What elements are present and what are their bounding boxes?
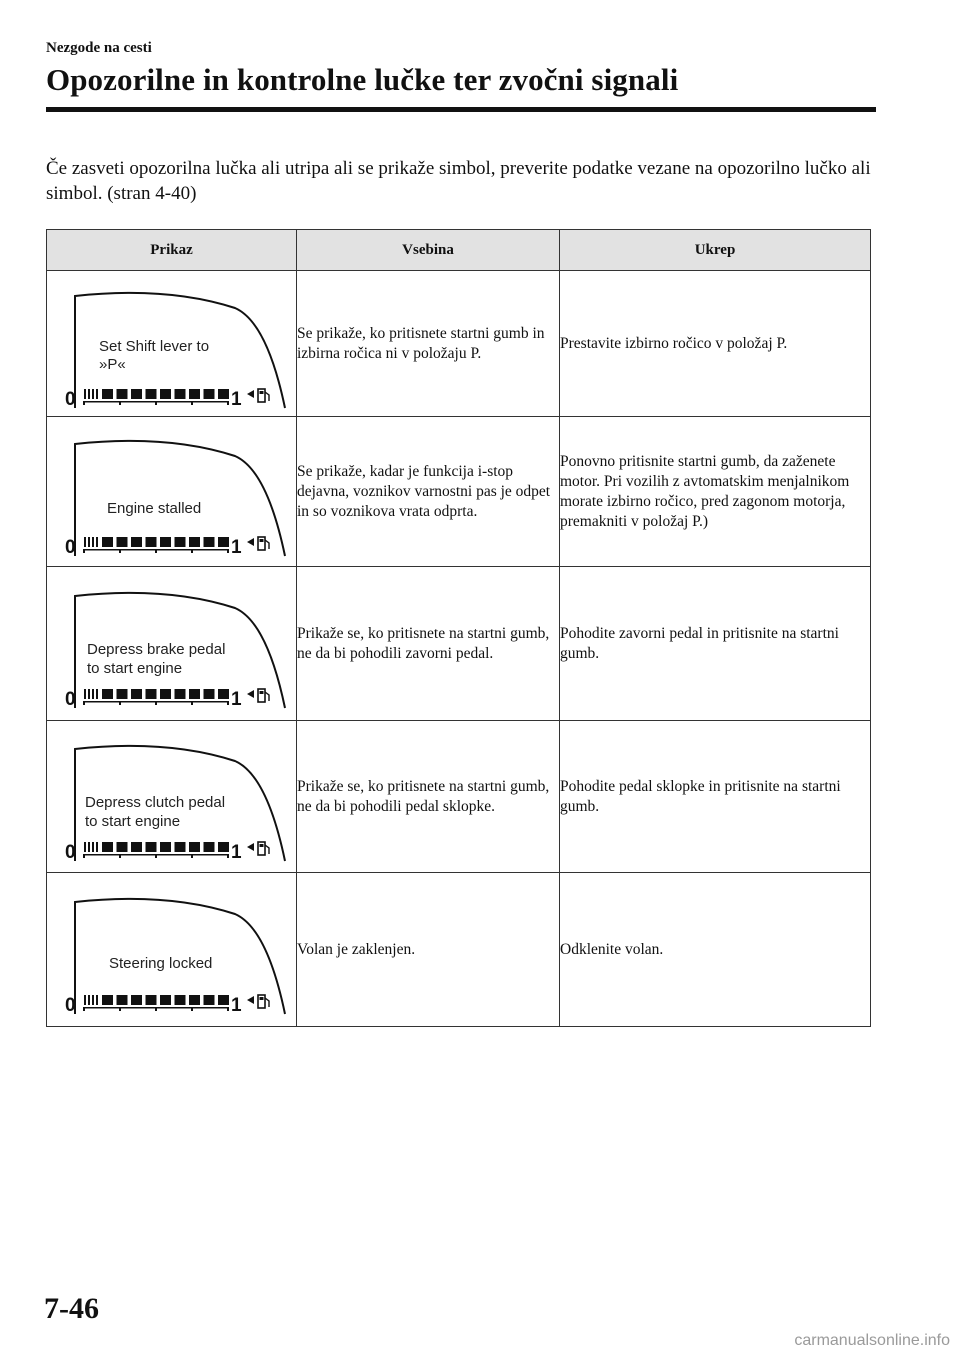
gauge-segment	[92, 995, 94, 1005]
gauge-segment	[84, 689, 86, 699]
display-message-line-1: Engine stalled	[107, 499, 202, 517]
action-cell: Odklenite volan.	[560, 873, 871, 1027]
gauge-tick	[119, 401, 121, 405]
gauge-segment	[175, 842, 186, 852]
display-message-line-1: Set Shift lever to	[99, 337, 210, 355]
gauge-segment	[117, 842, 128, 852]
display-message-line-1: Steering locked	[109, 954, 213, 972]
gauge-segment	[88, 689, 90, 699]
gauge-segment	[92, 689, 94, 699]
fuel-gauge-segments	[83, 842, 229, 858]
dashboard-display-illustration	[47, 574, 297, 714]
gauge-segment	[160, 995, 171, 1005]
display-message-line-2: to start engine	[85, 812, 181, 830]
gauge-segment	[204, 689, 215, 699]
display-message-line-1: Depress brake pedal	[87, 640, 226, 658]
gauge-segment	[92, 842, 94, 852]
gauge-max-digit: 1	[231, 841, 242, 863]
gauge-segment	[175, 537, 186, 547]
table-row	[47, 271, 871, 417]
gauge-tick	[119, 1007, 121, 1011]
gauge-segment	[160, 842, 171, 852]
dashboard-display-illustration	[47, 880, 297, 1020]
dashboard-display-illustration	[47, 727, 297, 867]
gauge-segment	[146, 842, 157, 852]
table-row	[47, 567, 871, 721]
fuel-pump-icon	[247, 537, 269, 550]
gauge-segment	[131, 537, 142, 547]
gauge-segment	[84, 995, 86, 1005]
gauge-tick	[227, 549, 229, 553]
gauge-segment	[92, 389, 94, 399]
fuel-pump-icon	[247, 995, 269, 1008]
intro-paragraph: Če zasveti opozorilna lučka ali utripa ali se prikaže simbol, preverite podatke vezane na opozorilno lučko ali simbol. (stran 4-40)	[46, 158, 871, 204]
gauge-tick	[227, 401, 229, 405]
gauge-segment	[160, 537, 171, 547]
gauge-segment	[146, 689, 157, 699]
column-header-action: Ukrep	[560, 230, 871, 271]
gauge-segment	[218, 842, 229, 852]
gauge-tick	[119, 854, 121, 858]
gauge-tick	[191, 549, 193, 553]
content-cell: Prikaže se, ko pritisnete na startni gumb, ne da bi pohodili pedal sklopke.	[297, 721, 560, 873]
gauge-tick	[191, 854, 193, 858]
gauge-tick	[227, 1007, 229, 1011]
display-cell	[47, 567, 297, 721]
column-header-display: Prikaz	[47, 230, 297, 271]
gauge-segment	[218, 389, 229, 399]
message-table	[46, 229, 871, 1027]
gauge-segment	[189, 389, 200, 399]
gauge-segment	[146, 389, 157, 399]
content-cell: Prikaže se, ko pritisnete na startni gumb, ne da bi pohodili zavorni pedal.	[297, 567, 560, 721]
gauge-segment	[175, 389, 186, 399]
gauge-tick	[191, 701, 193, 705]
page-title: Opozorilne in kontrolne lučke ter zvočni signali	[46, 62, 679, 97]
gauge-tick	[191, 401, 193, 405]
gauge-segment	[102, 842, 113, 852]
gauge-segment	[160, 689, 171, 699]
content-cell: Se prikaže, kadar je funkcija i-stop dejavna, voznikov varnostni pas je odpet in so voznikova vrata odprta.	[297, 417, 560, 567]
gauge-segment	[102, 389, 113, 399]
gauge-segment	[117, 537, 128, 547]
fuel-gauge-segments	[83, 995, 229, 1011]
action-cell: Ponovno pritisnite startni gumb, da zaženete motor. Pri vozilih z avtomatskim menjalnikom morate izbirno ročico, pred zagonom motorja, premakniti v položaj P.)	[560, 417, 871, 567]
gauge-segment	[117, 689, 128, 699]
gauge-segment	[117, 995, 128, 1005]
site-watermark: carmanualsonline.info	[794, 1332, 950, 1349]
gauge-segment	[117, 389, 128, 399]
display-message-line-2: »P«	[99, 355, 126, 373]
table-row	[47, 417, 871, 567]
gauge-segment	[102, 537, 113, 547]
content-cell: Se prikaže, ko pritisnete startni gumb in izbirna ročica ni v položaju P.	[297, 271, 560, 417]
gauge-segment	[88, 995, 90, 1005]
gauge-segment	[218, 995, 229, 1005]
action-cell: Pohodite zavorni pedal in pritisnite na startni gumb.	[560, 567, 871, 721]
gauge-segment	[204, 389, 215, 399]
gauge-tick	[119, 701, 121, 705]
gauge-segment	[88, 389, 90, 399]
gauge-segment	[88, 842, 90, 852]
gauge-tick	[155, 701, 157, 705]
gauge-min-digit: 0	[65, 841, 76, 863]
gauge-min-digit: 0	[65, 536, 76, 558]
display-cell	[47, 417, 297, 567]
title-divider	[46, 107, 876, 112]
gauge-segment	[96, 995, 98, 1005]
page-number: 7-46	[44, 1292, 99, 1325]
gauge-tick	[83, 549, 85, 553]
gauge-tick	[83, 701, 85, 705]
section-label: Nezgode na cesti	[46, 40, 152, 56]
gauge-segment	[131, 995, 142, 1005]
gauge-min-digit: 0	[65, 994, 76, 1016]
dashboard-display-illustration	[47, 422, 297, 562]
gauge-segment	[218, 689, 229, 699]
gauge-tick	[227, 701, 229, 705]
fuel-pump-icon	[247, 689, 269, 702]
table-row	[47, 721, 871, 873]
fuel-gauge-segments	[83, 389, 229, 405]
gauge-segment	[189, 995, 200, 1005]
gauge-max-digit: 1	[231, 994, 242, 1016]
gauge-segment	[131, 389, 142, 399]
gauge-tick	[155, 854, 157, 858]
fuel-pump-icon	[247, 389, 269, 402]
gauge-min-digit: 0	[65, 688, 76, 710]
gauge-segment	[92, 537, 94, 547]
table-header-row	[47, 230, 871, 271]
display-message-line-1: Depress clutch pedal	[85, 793, 226, 811]
gauge-tick	[155, 401, 157, 405]
gauge-segment	[96, 689, 98, 699]
gauge-tick	[155, 549, 157, 553]
gauge-tick	[155, 1007, 157, 1011]
gauge-segment	[84, 842, 86, 852]
display-cell	[47, 721, 297, 873]
gauge-tick	[83, 1007, 85, 1011]
gauge-segment	[146, 537, 157, 547]
gauge-segment	[84, 389, 86, 399]
gauge-segment	[189, 537, 200, 547]
gauge-segment	[189, 842, 200, 852]
gauge-segment	[175, 689, 186, 699]
table-row	[47, 873, 871, 1027]
action-cell: Prestavite izbirno ročico v položaj P.	[560, 271, 871, 417]
gauge-segment	[131, 842, 142, 852]
gauge-tick	[119, 549, 121, 553]
dashboard-display-illustration	[47, 274, 297, 414]
action-cell: Pohodite pedal sklopke in pritisnite na startni gumb.	[560, 721, 871, 873]
fuel-gauge-segments	[83, 689, 229, 705]
gauge-max-digit: 1	[231, 536, 242, 558]
gauge-min-digit: 0	[65, 388, 76, 410]
gauge-tick	[191, 1007, 193, 1011]
gauge-segment	[96, 537, 98, 547]
display-cell	[47, 271, 297, 417]
gauge-tick	[227, 854, 229, 858]
gauge-segment	[204, 995, 215, 1005]
gauge-segment	[160, 389, 171, 399]
gauge-segment	[102, 689, 113, 699]
gauge-segment	[84, 537, 86, 547]
gauge-segment	[175, 995, 186, 1005]
gauge-segment	[96, 389, 98, 399]
gauge-tick	[83, 854, 85, 858]
gauge-segment	[102, 995, 113, 1005]
gauge-segment	[131, 689, 142, 699]
gauge-segment	[146, 995, 157, 1005]
gauge-segment	[204, 537, 215, 547]
gauge-segment	[189, 689, 200, 699]
content-cell: Volan je zaklenjen.	[297, 873, 560, 1027]
gauge-segment	[88, 537, 90, 547]
gauge-max-digit: 1	[231, 688, 242, 710]
gauge-segment	[218, 537, 229, 547]
display-message-line-2: to start engine	[87, 659, 183, 677]
display-cell	[47, 873, 297, 1027]
gauge-segment	[96, 842, 98, 852]
gauge-max-digit: 1	[231, 388, 242, 410]
gauge-segment	[204, 842, 215, 852]
fuel-pump-icon	[247, 842, 269, 855]
gauge-tick	[83, 401, 85, 405]
column-header-content: Vsebina	[297, 230, 560, 271]
fuel-gauge-segments	[83, 537, 229, 553]
